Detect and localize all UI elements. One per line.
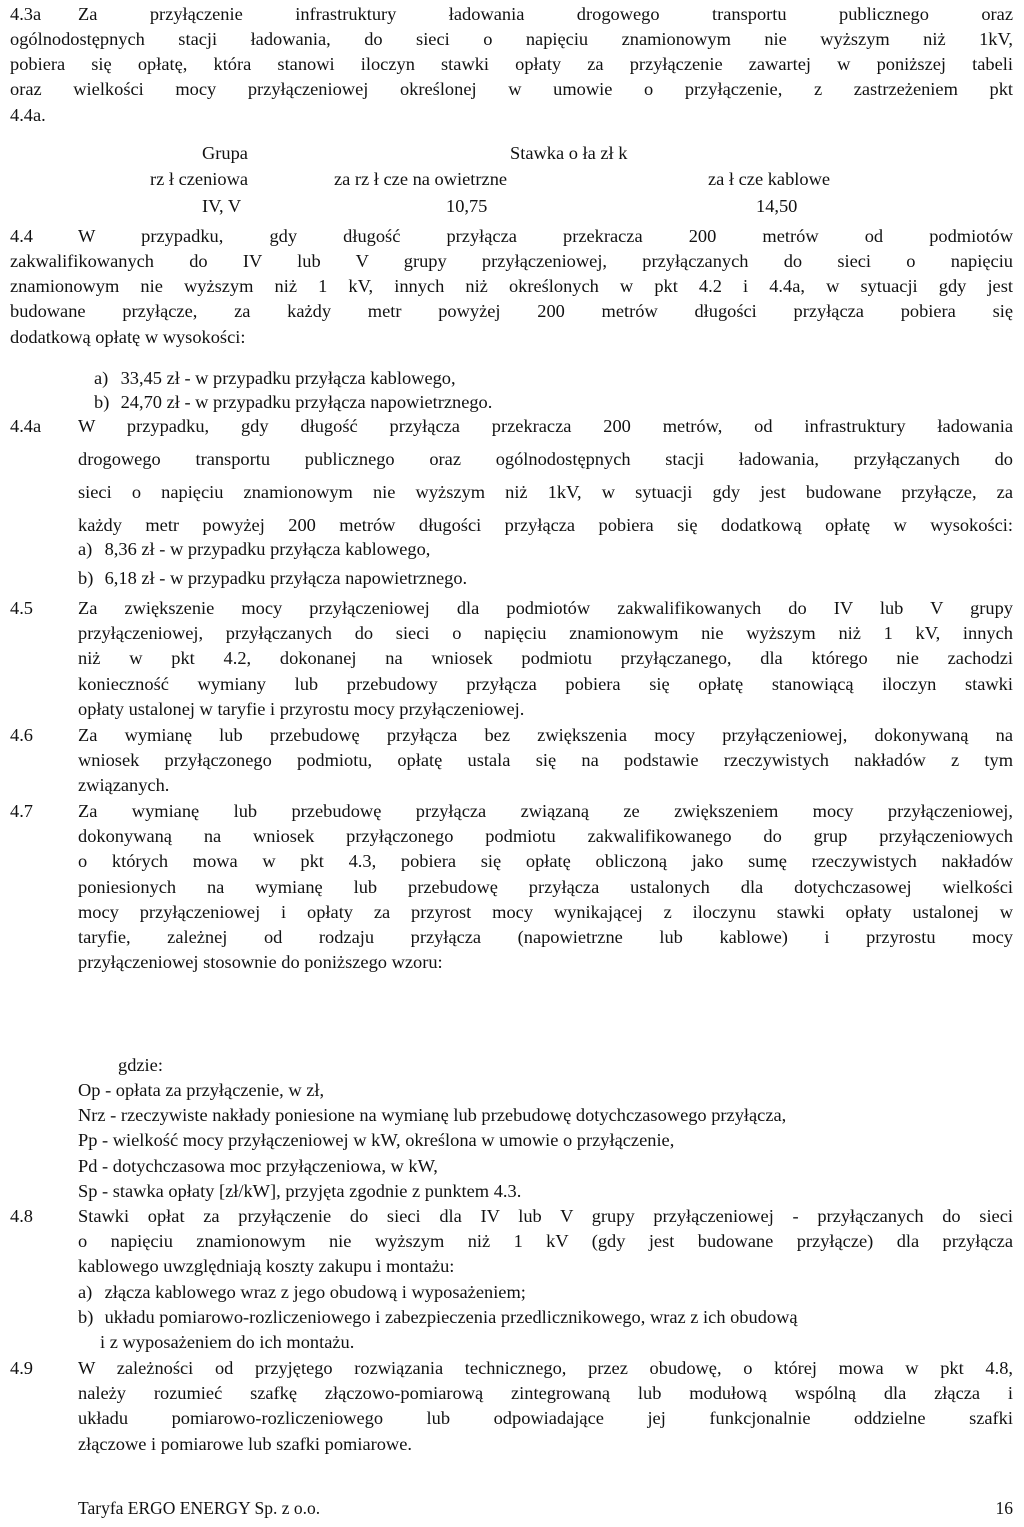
list-label: a)	[78, 539, 93, 559]
text-line: Za wymianę lub przebudowę przyłącza związaną ze zwiększeniem mocy przyłączeniowej,	[78, 801, 1013, 821]
legend-item-nrz: Nrz - rzeczywiste nakłady poniesione na wymianę lub przebudowę dotychczasowego przyłącza,	[78, 1105, 787, 1126]
section-4-3a-continuation	[10, 27, 1013, 128]
text-line: wniosek przyłączonego podmiotu, opłatę ustala się na podstawie rzeczywistych nakładów z tym	[78, 750, 1013, 771]
text-line: o napięciu znamionowym nie wyższym niż 1 kV (gdy jest budowane przyłącze) dla przyłącza	[78, 1231, 1013, 1252]
formula-legend	[78, 1078, 1013, 1204]
list-text: układu pomiarowo-rozliczeniowego i zabezpieczenia przedlicznikowego, wraz z ich obudową	[104, 1307, 798, 1327]
list-label: b)	[94, 392, 110, 412]
section-4-8-text	[78, 1204, 1013, 1280]
text-line: dodatkową opłatę w wysokości:	[10, 326, 246, 347]
text-line: zakwalifikowanych do IV lub V grupy przyłączeniowej, przyłączanych do sieci o napięciu	[10, 251, 1013, 271]
text-line: ogólnodostępnych stacji ładowania, do sieci o napięciu znamionowym nie wyższym niż 1kV,	[10, 29, 1013, 49]
text-line: dokonywaną na wniosek przyłączonego podmiotu zakwalifikowanego do grup przyłączeniowych	[78, 826, 1013, 847]
text-line: znamionowym nie wyższym niż 1 kV, innych niż określonych w pkt 4.2 i 4.4a, w sytuacji gdy jest	[10, 276, 1013, 297]
text-line: mocy przyłączeniowej i opłaty za przyrost mocy wynikającej z iloczynu stawki opłaty ustalonej w	[78, 901, 1013, 922]
text-line: Za wymianę lub przebudowę przyłącza bez zwiększenia mocy przyłączeniowej, dokonywaną na	[78, 725, 1013, 745]
text-line: sieci o napięciu znamionowym nie wyższym niż 1kV, w sytuacji gdy jest budowane przyłącze, za	[78, 482, 1013, 502]
text-line: budowane przyłącze, za każdy metr powyżej 200 metrów długości przyłącza pobiera się	[10, 301, 1013, 322]
section-number-4-8: 4.8	[10, 1206, 33, 1226]
text-line: przyłączeniowej stosownie do poniższego wzoru:	[78, 952, 443, 973]
section-4-4a-text	[78, 410, 1013, 542]
table-header-connection-group: rz ł czeniowa	[150, 169, 249, 189]
list-item	[94, 366, 1024, 391]
list-text: 6,18 zł - w przypadku przyłącza napowietrznego.	[104, 568, 468, 588]
table-subheader-row	[0, 167, 1024, 193]
list-text: 8,36 zł - w przypadku przyłącza kablowego,	[104, 539, 431, 559]
page-number: 16	[995, 1498, 1013, 1518]
table-header-cable: za ł cze kablowe	[708, 169, 831, 189]
text-line: W zależności od przyjętego rozwiązania technicznego, przez obudowę, o której mowa w pkt 4.8,	[78, 1358, 1013, 1378]
table-header-overhead: za rz ł cze na owietrzne	[334, 169, 508, 189]
text-line: konieczność wymiany lub przebudowy przyłącza pobiera się opłatę stanowiącą iloczyn stawki	[78, 673, 1013, 694]
section-4-4-continuation	[10, 249, 1013, 350]
section-number-4-4: 4.4	[10, 226, 33, 246]
text-line: 4.4a.	[10, 104, 46, 125]
text-line: pobiera się opłatę, która stanowi iloczyn stawki opłaty za przyłączenie zawartej w poniższej tabeli	[10, 54, 1013, 75]
text-line: niż w pkt 4.2, dokonanej na wniosek podmiotu przyłączanego, dla którego nie zachodzi	[78, 648, 1013, 669]
list-label: b)	[78, 1307, 94, 1327]
text-line: Za zwiększenie mocy przyłączeniowej dla podmiotów zakwalifikowanych do IV lub V grupy	[78, 598, 1013, 618]
list-item-continuation: i z wyposażeniem do ich montażu.	[100, 1332, 355, 1352]
page-footer	[78, 1496, 1013, 1521]
section-4-3a-text	[78, 2, 1013, 27]
section-4-9-text	[78, 1356, 1013, 1457]
list-text: 33,45 zł - w przypadku przyłącza kablowego,	[120, 368, 456, 388]
section-4-6-text	[78, 723, 1013, 799]
text-line: kablowego uwzględniają koszty zakupu i montażu:	[78, 1256, 455, 1277]
list-label: a)	[78, 1282, 93, 1302]
list-text: 24,70 zł - w przypadku przyłącza napowietrznego.	[120, 392, 493, 412]
text-line: Za przyłączenie infrastruktury ładowania drogowego transportu publicznego oraz	[78, 4, 1013, 24]
text-line: opłaty ustalonej w taryfie i przyrostu mocy przyłączeniowej.	[78, 698, 525, 719]
table-row	[0, 194, 1024, 220]
text-line: układu pomiarowo-rozliczeniowego lub odpowiadające jej funkcjonalnie oddzielne szafki	[78, 1408, 1013, 1429]
footer-company: Taryfa ERGO ENERGY Sp. z o.o.	[78, 1498, 321, 1518]
formula-gdzie: gdzie:	[118, 1055, 163, 1075]
text-line: poniesionych na wymianę lub przebudowę przyłącza ustalonych dla dotychczasowej wielkości	[78, 876, 1013, 897]
text-line: W przypadku, gdy długość przyłącza przekracza 200 metrów od podmiotów	[78, 226, 1013, 246]
table-header-group: Grupa	[202, 143, 248, 163]
legend-item-pp: Pp - wielkość mocy przyłączeniowej w kW, określona w umowie o przyłączenie,	[78, 1130, 675, 1151]
text-line: o których mowa w pkt 4.3, pobiera się opłatę obliczoną jako sumę rzeczywistych nakładów	[78, 851, 1013, 872]
text-line: W przypadku, gdy długość przyłącza przekracza 200 metrów, od infrastruktury ładowania	[78, 416, 1013, 436]
table-header-rate: Stawka o ła zł k	[510, 143, 628, 163]
legend-item-pd: Pd - dotychczasowa moc przyłączeniowa, w kW,	[78, 1155, 438, 1176]
list-item	[78, 566, 1013, 591]
text-line: drogowego transportu publicznego oraz ogólnodostępnych stacji ładowania, przyłączanych do	[78, 449, 1013, 469]
section-4-5-text	[78, 596, 1013, 722]
section-number-4-9: 4.9	[10, 1358, 33, 1378]
section-4-4-text	[78, 224, 1013, 249]
legend-item-sp: Sp - stawka opłaty [zł/kW], przyjęta zgodnie z punktem 4.3.	[78, 1180, 522, 1201]
text-line: taryfie, zależnej od rodzaju przyłącza (napowietrzne lub kablowe) i przyrostu mocy	[78, 927, 1013, 948]
table-cell-overhead-rate: 10,75	[446, 196, 488, 216]
text-line: złączowe i pomiarowe lub szafki pomiarowe.	[78, 1433, 412, 1454]
text-line: Stawki opłat za przyłączenie do sieci dla IV lub V grupy przyłączeniowej - przyłączanych do sieci	[78, 1206, 1013, 1226]
text-line: oraz wielkości mocy przyłączeniowej określonej w umowie o przyłączenie, z zastrzeżeniem pkt	[10, 79, 1013, 100]
list-item	[78, 1305, 1013, 1330]
section-number-4-3a: 4.3a	[10, 4, 42, 24]
text-line: należy rozumieć szafkę złączowo-pomiarową zintegrowaną lub modułową wspólną dla złącza i	[78, 1383, 1013, 1404]
table-header-row	[0, 141, 1024, 167]
section-number-4-6: 4.6	[10, 725, 33, 745]
list-item	[78, 537, 1013, 562]
formula-area	[78, 905, 1013, 1005]
legend-item-op: Op - opłata za przyłączenie, w zł,	[78, 1080, 325, 1100]
text-line: związanych.	[78, 775, 170, 796]
text-line: każdy metr powyżej 200 metrów długości przyłącza pobiera się dodatkową opłatę w wysokości:	[78, 515, 1013, 535]
list-label: a)	[94, 368, 109, 388]
list-item	[78, 1280, 1013, 1305]
list-text: złącza kablowego wraz z jego obudową i wyposażeniem;	[104, 1282, 526, 1302]
list-label: b)	[78, 568, 94, 588]
table-cell-group: IV, V	[202, 196, 242, 216]
section-number-4-7: 4.7	[10, 801, 33, 821]
section-number-4-4a: 4.4a	[10, 416, 42, 436]
table-cell-cable-rate: 14,50	[756, 196, 798, 216]
section-number-4-5: 4.5	[10, 598, 33, 618]
text-line: przyłączeniowej, przyłączanych do sieci o napięciu znamionowym nie wyższym niż 1 kV, innych	[78, 623, 1013, 644]
